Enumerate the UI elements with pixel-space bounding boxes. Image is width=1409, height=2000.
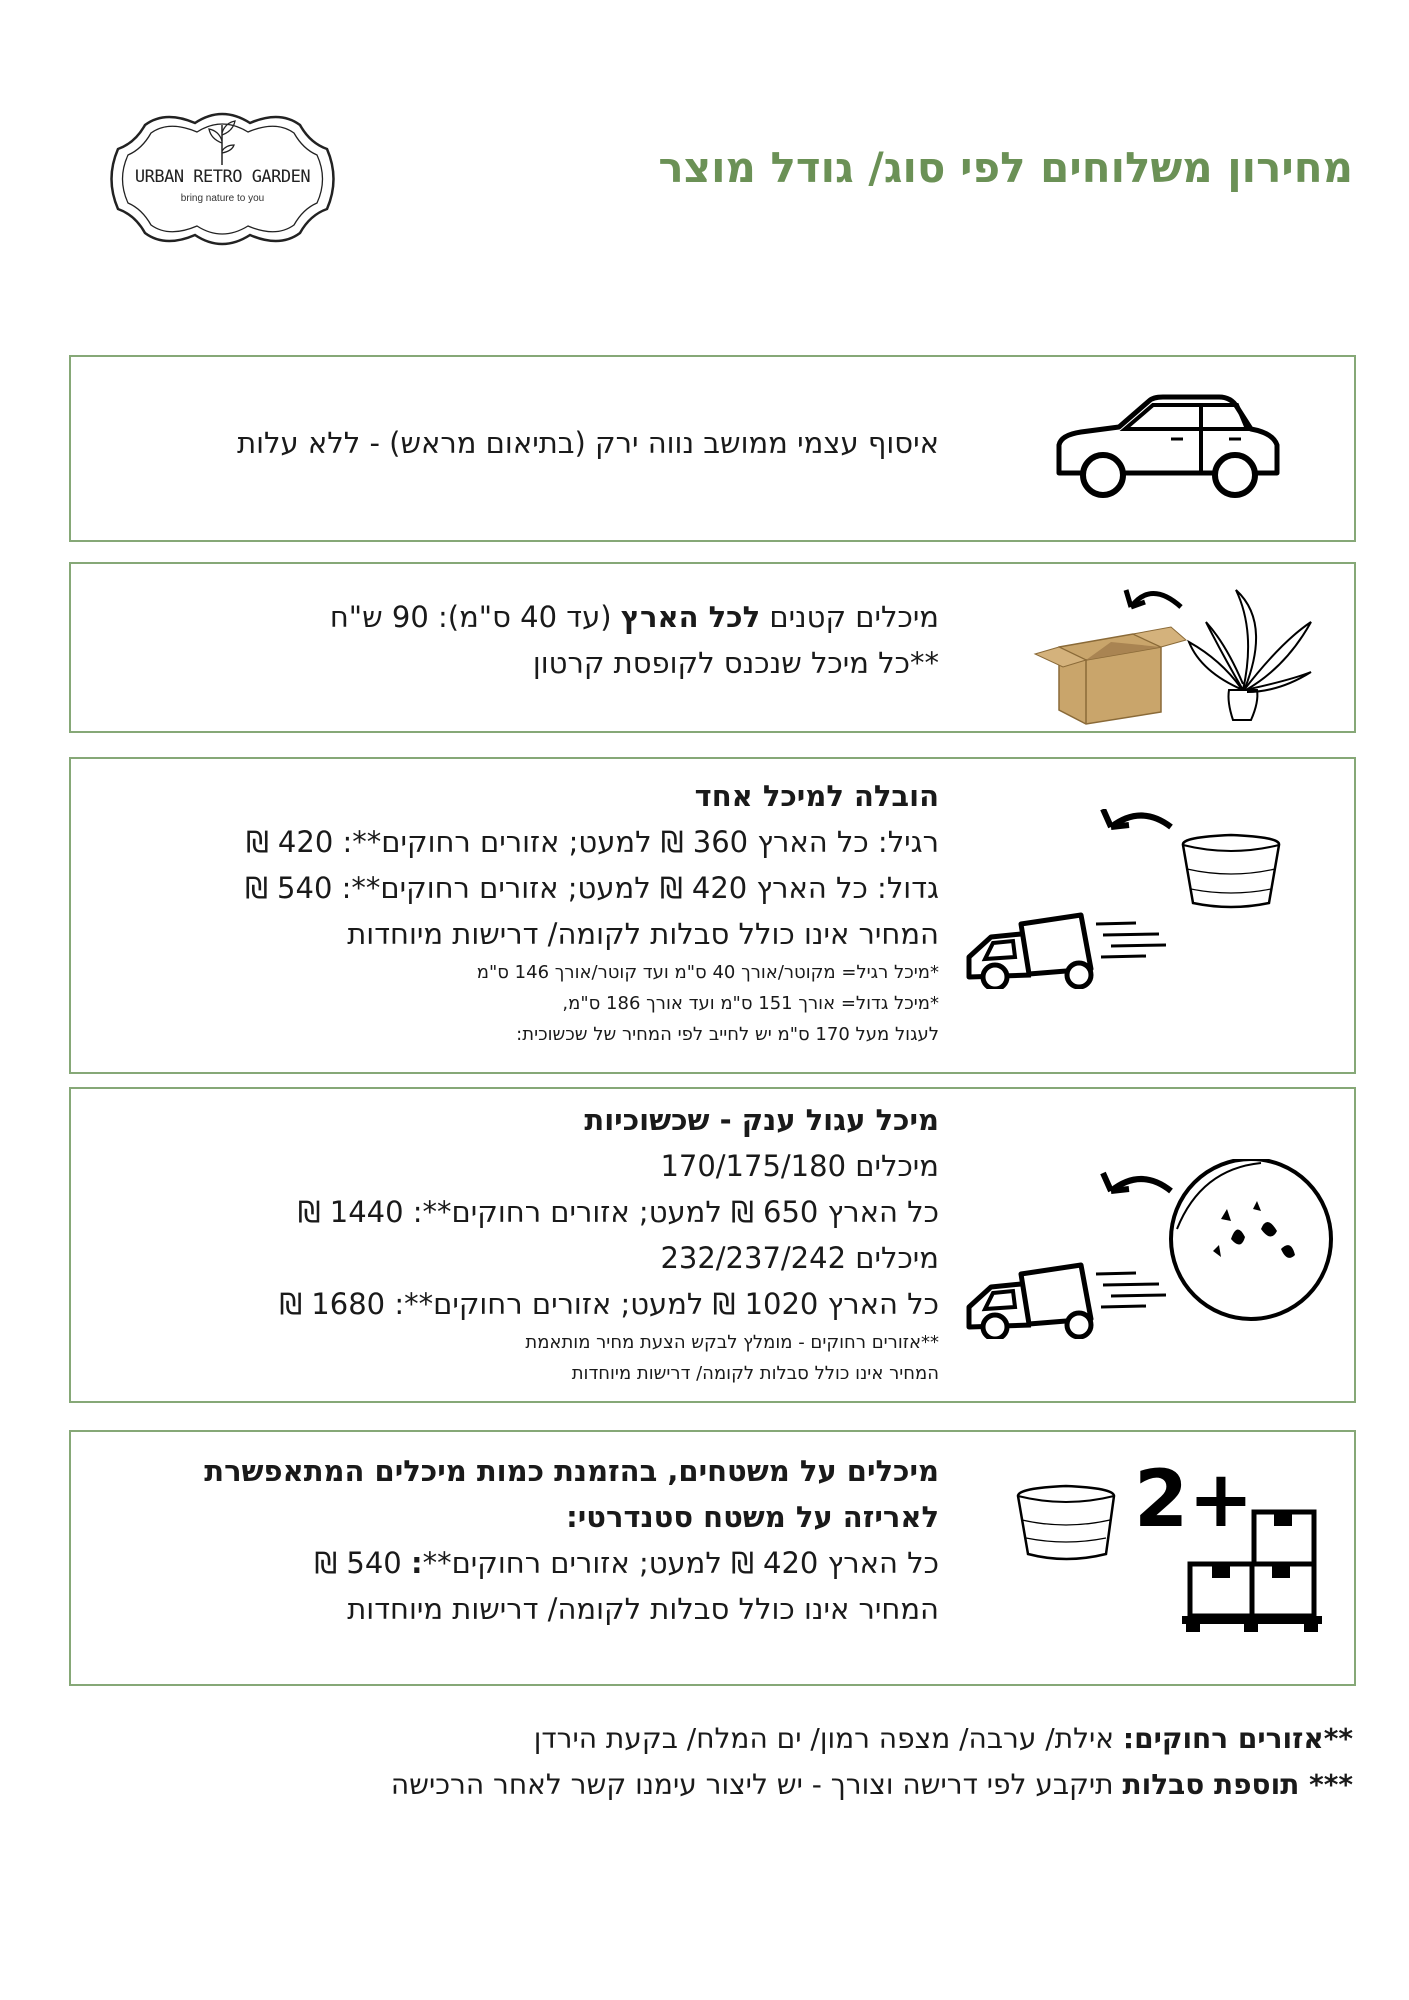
pallet-line-1-a: כל הארץ 420 ₪ למעט; אזורים רחוקים**: [422, 1546, 939, 1580]
pallet-line-1: [204, 1540, 939, 1586]
section-pallet: [69, 1430, 1356, 1686]
quantity-badge: 2+: [1134, 1455, 1254, 1545]
logo-tagline: bring nature to you: [180, 193, 265, 204]
giant-line-1: מיכלים 170/175/180: [660, 1149, 939, 1183]
footer-notes: [391, 1716, 1353, 1808]
section-giant-round: [69, 1087, 1356, 1403]
footer-line-2-text: תיקבע לפי דרישה וצורך - יש ליצור עימנו קשר לאחר הרכישה: [390, 1768, 1123, 1801]
page-title: מחירון משלוחים לפי סוג/ גודל מוצר: [658, 143, 1353, 192]
plant-into-box-icon: [1021, 572, 1321, 727]
giant-line-3: מיכלים 232/237/242: [660, 1241, 939, 1275]
single-note-3: לעגול מעל 170 ס"מ יש לחייב לפי המחיר של שכשוכית:: [516, 1024, 939, 1045]
pallet-line-2: המחיר אינו כולל סבלות לקומה/ דרישות מיוחדות: [347, 1592, 939, 1626]
pallet-text: [204, 1448, 939, 1632]
small-line-1: [330, 594, 939, 640]
giant-heading: מיכל עגול ענק - שכשוכיות: [584, 1103, 939, 1137]
giant-line-2: כל הארץ 650 ₪ למעט; אזורים רחוקים**: 1440 ₪: [297, 1195, 939, 1229]
giant-note-2: המחיר אינו כולל סבלות לקומה/ דרישות מיוחדות: [571, 1363, 939, 1384]
small-text: [330, 594, 939, 686]
section-pickup: [69, 355, 1356, 542]
truck-with-planter-icon: [961, 809, 1331, 989]
pallet-line-1-colon: :: [410, 1546, 423, 1580]
footer-line-1-text: אילת/ ערבה/ מצפה רמון/ ים המלח/ בקעת הירדן: [533, 1722, 1123, 1755]
single-text: [245, 773, 939, 1050]
pickup-text: [237, 420, 939, 466]
single-heading: הובלה למיכל אחד: [694, 779, 939, 813]
car-icon: [1041, 387, 1301, 507]
giant-note-1: **אזורים רחוקים - מומלץ לבקש הצעת מחיר מותאמת: [525, 1332, 939, 1353]
single-note-1: *מיכל רגיל= מקוטר/אורך 40 ס"מ ועד קוטר/אורך 146 ס"מ: [476, 962, 939, 983]
pallet-heading-2: לאריזה על משטח סטנדרטי:: [566, 1500, 939, 1534]
footer-line-2: [391, 1762, 1353, 1808]
giant-text: [279, 1097, 939, 1389]
brand-logo: [105, 105, 340, 253]
single-line-3: המחיר אינו כולל סבלות לקומה/ דרישות מיוחדות: [347, 917, 939, 951]
single-note-2: *מיכל גדול= אורך 151 ס"מ ועד אורך 186 ס"מ,: [562, 993, 939, 1014]
pickup-line: איסוף עצמי ממושב נווה ירק (בתיאום מראש) - ללא עלות: [237, 426, 939, 460]
footer-line-1: [391, 1716, 1353, 1762]
small-line-1-c: (עד 40 ס"מ): 90 ש"ח: [329, 600, 621, 634]
small-line-1-a: מיכלים קטנים: [760, 600, 939, 634]
section-single-planter: [69, 757, 1356, 1074]
truck-with-pool-icon: [961, 1159, 1336, 1339]
small-line-1-bold: לכל הארץ: [620, 600, 761, 634]
section-small-planters: [69, 562, 1356, 733]
pallet-heading-1: מיכלים על משטחים, בהזמנת כמות מיכלים המתאפשרת: [204, 1454, 939, 1488]
pallet-line-1-c: 540 ₪: [314, 1546, 411, 1580]
footer-line-1-bold: **אזורים רחוקים:: [1122, 1722, 1353, 1755]
logo-name: URBAN RETRO GARDEN: [134, 167, 311, 187]
small-line-2: **כל מיכל שנכנס לקופסת קרטון: [532, 646, 939, 680]
single-line-2: גדול: כל הארץ 420 ₪ למעט; אזורים רחוקים**: 540 ₪: [245, 871, 939, 905]
giant-line-4: כל הארץ 1020 ₪ למעט; אזורים רחוקים**: 1680 ₪: [279, 1287, 939, 1321]
single-line-1: רגיל: כל הארץ 360 ₪ למעט; אזורים רחוקים**: 420 ₪: [245, 825, 939, 859]
footer-line-2-bold: *** תוספת סבלות: [1122, 1768, 1353, 1801]
pallet-boxes-icon: [1016, 1454, 1346, 1634]
